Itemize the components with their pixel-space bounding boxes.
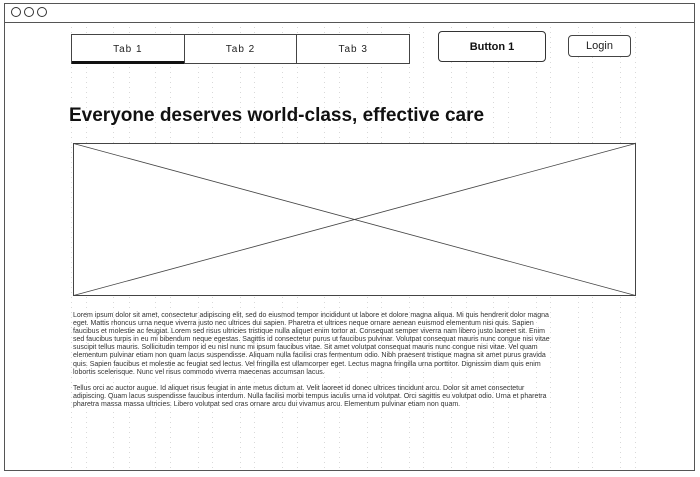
body-paragraph: Lorem ipsum dolor sit amet, consectetur adipiscing elit, sed do eiusmod tempor incididunt ut labore et dolore magna aliqua. Mi quis hendrerit dolor magna eget. Mattis rhoncus urna neque viverra justo nec ultrices dui sapien. Pharetra et ultrices neque ornare aenean euismod elementum nisi quis. Sapien faucibus et molestie ac feugiat. Lorem sed risus ultricies tristique nulla aliquet enim tortor at. Consequat semper viverra nam libero justo laoreet sit. Enim sed faucibus turpis in eu mi bibendum neque egestas. Sagittis id consectetur purus ut faucibus pulvinar. Volutpat consequat mauris nunc congue nisi vitae suscipit tellus mauris. Sollicitudin tempor id eu nisl nunc mi ipsum faucibus vitae. Sit amet volutpat consequat mauris nunc congue nisi vitae. Vel quam elementum pulvinar etiam non quam lacus suspendisse. Aliquam nulla facilisi cras fermentum odio. Nibh praesent tristique magna sit amet purus gravida quis. Sapien faucibus et molestie ac feugiat sed lectus. Vel fringilla est ullamcorper eget. Lectus magna fringilla urna porttitor. Dignissim diam quis enim lobortis scelerisque. Nunc vel risus commodo viverra maecenas accumsan lacus. xyxy=(73,312,550,376)
tab-2-label: Tab 2 xyxy=(225,43,256,55)
page-headline: Everyone deserves world-class, effective care xyxy=(69,105,485,126)
browser-window xyxy=(4,3,695,471)
window-titlebar xyxy=(5,4,694,23)
button-1[interactable] xyxy=(438,31,546,62)
tab-1[interactable] xyxy=(72,35,185,63)
tab-3[interactable] xyxy=(297,35,409,63)
button-1-label: Button 1 xyxy=(469,40,515,53)
body-text xyxy=(73,312,557,417)
tab-3-label: Tab 3 xyxy=(338,43,368,55)
tab-1-label: Tab 1 xyxy=(113,43,143,55)
window-minimize-control-icon[interactable] xyxy=(24,7,34,17)
tab-2[interactable] xyxy=(185,35,298,63)
image-placeholder xyxy=(73,143,636,296)
login-button-label: Login xyxy=(586,40,613,52)
login-button[interactable] xyxy=(568,35,631,57)
tab-bar xyxy=(71,34,410,64)
body-paragraph: Tellus orci ac auctor augue. Id aliquet risus feugiat in ante metus dictum at. Velit laoreet id donec ultrices tincidunt arcu. Dolor sit amet consectetur adipiscing. Quam lacus suspendisse faucibus interdum. Nulla facilisi morbi tempus iaculis urna id volutpat. Orci sagittis eu volutpat odio. Urna et pharetra pharetra massa massa ultricies. Libero volutpat sed cras ornare arcu dui vivamus arcu. Elementum pulvinar etiam non quam. xyxy=(73,384,547,408)
window-close-control-icon[interactable] xyxy=(11,7,21,17)
window-maximize-control-icon[interactable] xyxy=(37,7,47,17)
